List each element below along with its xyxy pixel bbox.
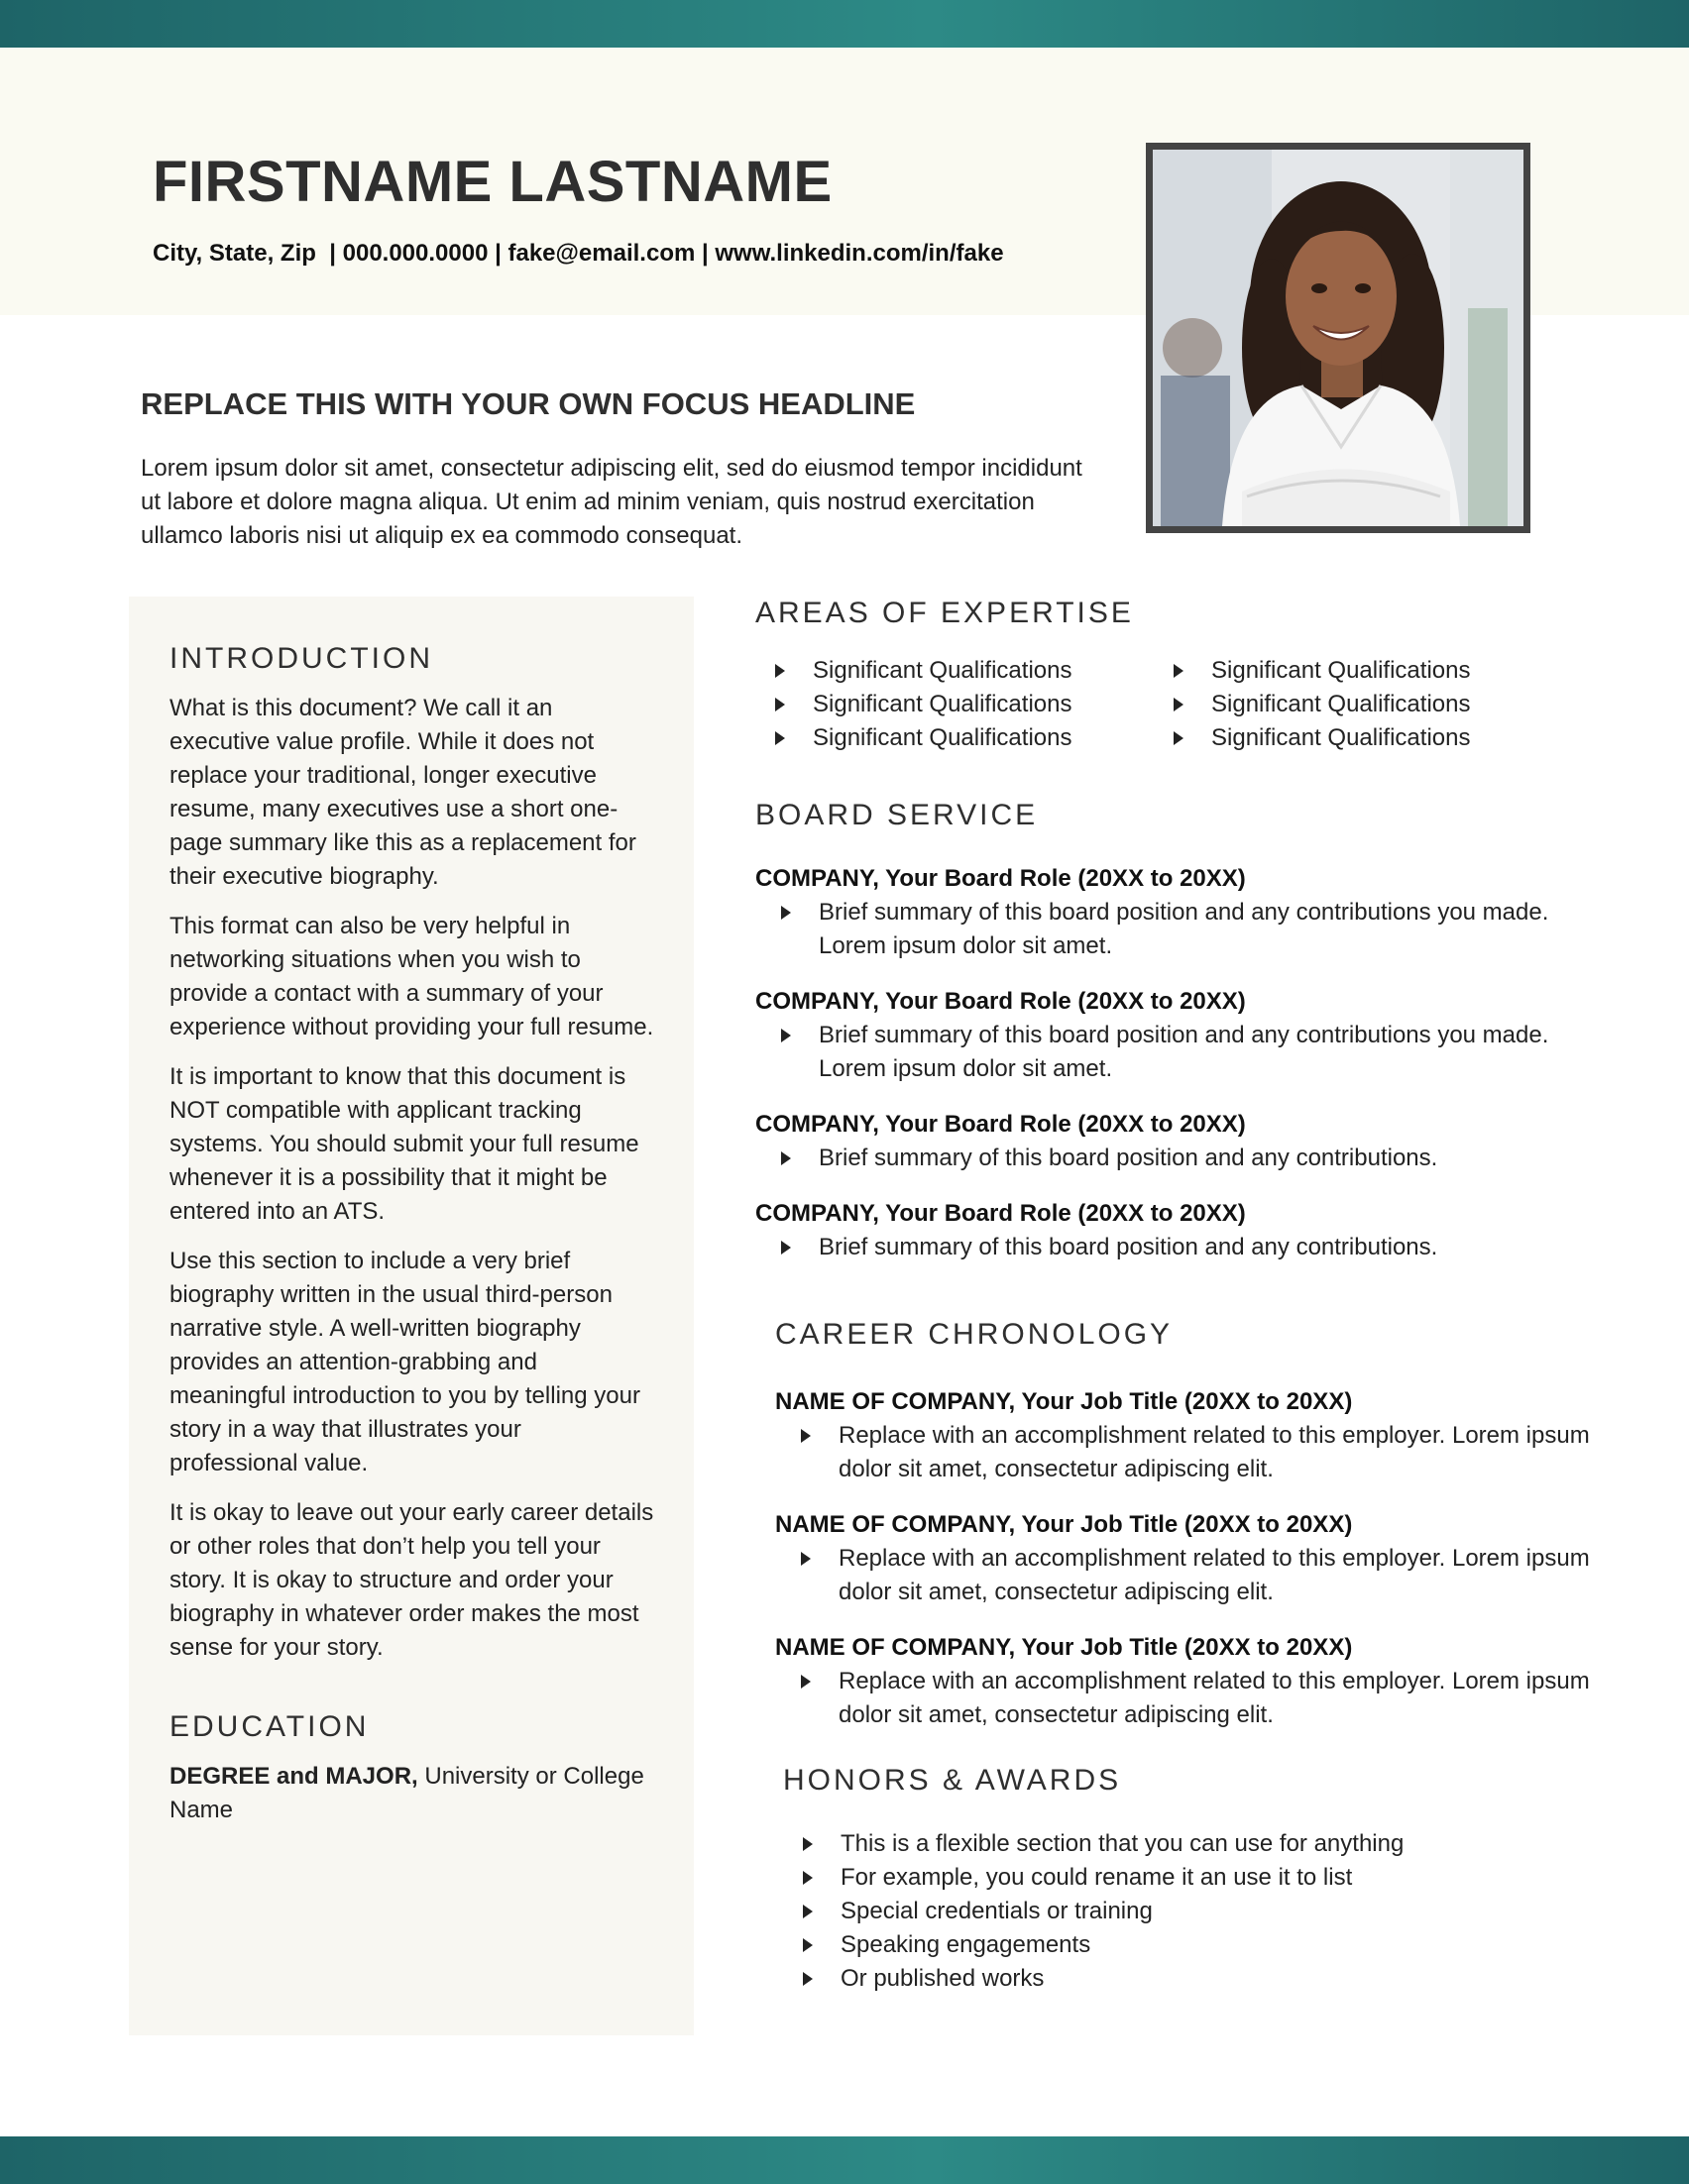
career-entry-title: NAME OF COMPANY, Your Job Title (20XX to 20XX) xyxy=(775,1511,1353,1538)
board-service-section xyxy=(755,799,1608,1286)
career-entry-title: NAME OF COMPANY, Your Job Title (20XX to 20XX) xyxy=(775,1634,1353,1661)
contact-line: City, State, Zip | 000.000.0000 | fake@email.com | www.linkedin.com/in/fake xyxy=(153,240,1004,267)
board-entry-bullet: Brief summary of this board position and any contributions you made. Lorem ipsum dolor sit amet. xyxy=(769,1019,1608,1086)
career-chronology-section xyxy=(775,1318,1608,1754)
candidate-name: FIRSTNAME LASTNAME xyxy=(153,150,833,214)
career-heading: CAREER CHRONOLOGY xyxy=(775,1318,1174,1351)
expertise-item: Significant Qualifications xyxy=(763,654,1160,688)
focus-headline: REPLACE THIS WITH YOUR OWN FOCUS HEADLINE xyxy=(141,386,916,421)
expertise-list xyxy=(755,654,1608,763)
top-color-band xyxy=(0,0,1689,48)
expertise-item: Significant Qualifications xyxy=(1162,688,1558,721)
focus-summary: Lorem ipsum dolor sit amet, consectetur adipiscing elit, sed do eiusmod tempor incididunt ut labore et dolore magna aliqua. Ut enim ad minim veniam, quis nostrud exercitation ullamco laboris nisi ut aliquip ex ea commodo consequat. xyxy=(141,455,1082,549)
education-heading: EDUCATION xyxy=(169,1710,370,1743)
expertise-heading: AREAS OF EXPERTISE xyxy=(755,597,1134,629)
expertise-column xyxy=(763,654,1160,755)
board-entry-title: COMPANY, Your Board Role (20XX to 20XX) xyxy=(755,1111,1246,1138)
introduction-paragraph: This format can also be very helpful in networking situations when you wish to provide a contact with a summary of your experience without providing your full resume. xyxy=(169,913,654,1040)
honors-heading: HONORS & AWARDS xyxy=(783,1764,1122,1797)
board-entry-bullet: Brief summary of this board position and any contributions. xyxy=(769,1231,1608,1264)
sidebar-panel xyxy=(129,597,694,2035)
career-entry-bullet: Replace with an accomplishment related to this employer. Lorem ipsum dolor sit amet, consectetur adipiscing elit. xyxy=(789,1419,1608,1486)
honors-item: Special credentials or training xyxy=(791,1895,1606,1928)
board-entry xyxy=(755,985,1608,1086)
portrait-image xyxy=(1153,150,1523,526)
expertise-item: Significant Qualifications xyxy=(1162,654,1558,688)
sidebar-content xyxy=(169,642,655,1843)
bottom-color-band xyxy=(0,2136,1689,2184)
honors-item: For example, you could rename it an use it to list xyxy=(791,1861,1606,1895)
honors-item: This is a flexible section that you can use for anything xyxy=(791,1827,1606,1861)
career-entry-bullet: Replace with an accomplishment related to this employer. Lorem ipsum dolor sit amet, consectetur adipiscing elit. xyxy=(789,1542,1608,1609)
main-column xyxy=(755,597,1608,1992)
board-entry-bullet: Brief summary of this board position and any contributions you made. Lorem ipsum dolor sit amet. xyxy=(769,896,1608,963)
honors-item: Or published works xyxy=(791,1962,1606,1996)
education-degree: DEGREE and MAJOR, xyxy=(169,1763,418,1790)
career-entry-bullet: Replace with an accomplishment related to this employer. Lorem ipsum dolor sit amet, consectetur adipiscing elit. xyxy=(789,1665,1608,1732)
career-entry-title: NAME OF COMPANY, Your Job Title (20XX to 20XX) xyxy=(775,1388,1353,1415)
career-entry xyxy=(775,1508,1608,1609)
expertise-item: Significant Qualifications xyxy=(763,721,1160,755)
board-entry xyxy=(755,1108,1608,1175)
board-entry-title: COMPANY, Your Board Role (20XX to 20XX) xyxy=(755,1200,1246,1227)
introduction-heading: INTRODUCTION xyxy=(169,642,433,675)
board-entry-title: COMPANY, Your Board Role (20XX to 20XX) xyxy=(755,988,1246,1015)
education-entry xyxy=(169,1760,655,1827)
board-heading: BOARD SERVICE xyxy=(755,799,1039,831)
expertise-item: Significant Qualifications xyxy=(1162,721,1558,755)
expertise-item: Significant Qualifications xyxy=(763,688,1160,721)
career-entry xyxy=(775,1631,1608,1732)
expertise-column xyxy=(1162,654,1558,755)
introduction-paragraph: It is important to know that this document is NOT compatible with applicant tracking systems. You should submit your full resume whenever it is a possibility that it might be entered into an ATS. xyxy=(169,1063,639,1225)
honors-awards-section xyxy=(783,1764,1606,1996)
board-entry xyxy=(755,1197,1608,1264)
introduction-paragraph: What is this document? We call it an executive value profile. While it does not replace your traditional, longer executive resume, many executives use a short one-page summary like this as a replacement for their executive biography. xyxy=(169,695,636,890)
career-entry xyxy=(775,1385,1608,1486)
board-entry-bullet: Brief summary of this board position and any contributions. xyxy=(769,1142,1608,1175)
profile-photo xyxy=(1146,143,1530,533)
board-entry-title: COMPANY, Your Board Role (20XX to 20XX) xyxy=(755,865,1246,892)
introduction-paragraph: Use this section to include a very brief biography written in the usual third-person narrative style. A well-written biography provides an attention-grabbing and meaningful introduction to you by telling your story in a way that illustrates your professional value. xyxy=(169,1248,640,1476)
education-school: University or College Name xyxy=(169,1763,644,1823)
board-entry xyxy=(755,862,1608,963)
introduction-paragraph: It is okay to leave out your early career details or other roles that don’t help you tell your story. It is okay to structure and order your biography in whatever order makes the most sense for your story. xyxy=(169,1499,654,1661)
honors-item: Speaking engagements xyxy=(791,1928,1606,1962)
